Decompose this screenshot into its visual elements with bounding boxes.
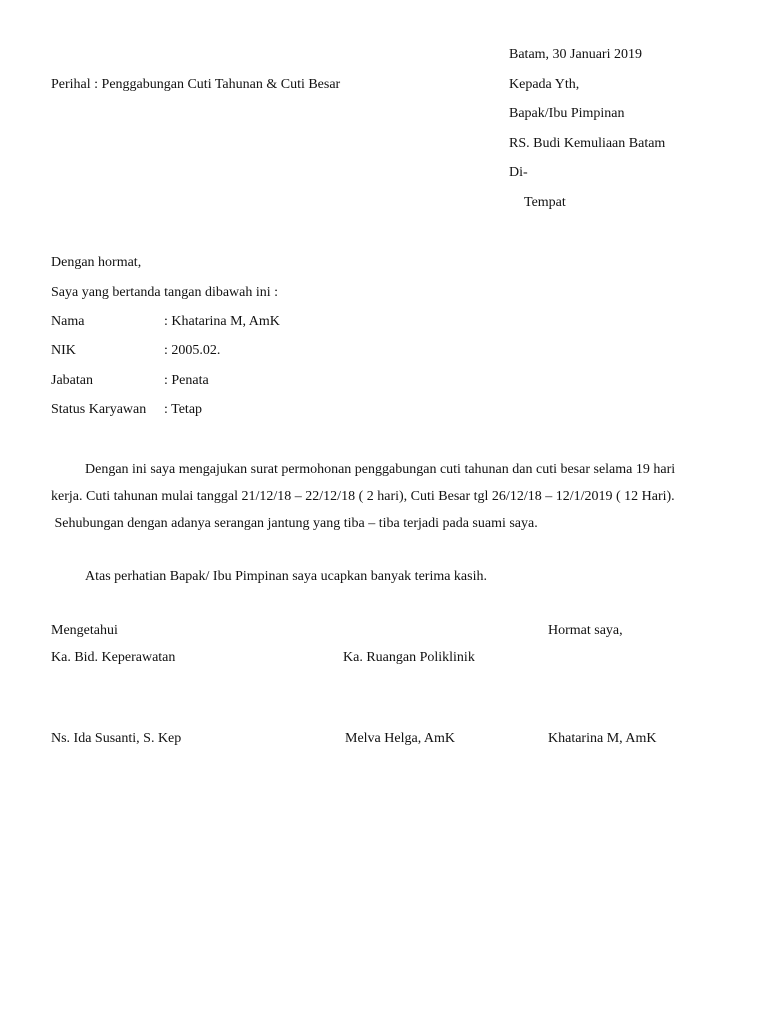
- field-row: [51, 401, 202, 419]
- respect-label: Hormat saya,: [548, 623, 623, 638]
- recipient-line: RS. Budi Kemuliaan Batam: [509, 136, 666, 151]
- field-row: [51, 372, 209, 390]
- signer-name: Ns. Ida Susanti, S. Kep: [51, 731, 182, 746]
- signer-role: Ka. Bid. Keperawatan: [51, 650, 176, 665]
- intro-text: Saya yang bertanda tangan dibawah ini :: [51, 285, 279, 300]
- signer-name: Melva Helga, AmK: [345, 731, 456, 746]
- salutation: Dengan hormat,: [51, 255, 142, 270]
- closing-paragraph: Atas perhatian Bapak/ Ibu Pimpinan saya ucapkan banyak terima kasih.: [85, 569, 487, 584]
- recipient-line: Di-: [509, 165, 528, 180]
- field-value: : Tetap: [164, 402, 203, 417]
- signer-role: Ka. Ruangan Poliklinik: [343, 650, 475, 665]
- acknowledged-label: Mengetahui: [51, 623, 118, 638]
- field-label: Jabatan: [51, 373, 93, 388]
- body-line: Dengan ini saya mengajukan surat permohonan penggabungan cuti tahunan dan cuti besar selama 19 hari: [85, 462, 676, 477]
- signer-name: Khatarina M, AmK: [548, 731, 657, 746]
- field-row: [51, 342, 220, 360]
- body-line: Sehubungan dengan adanya serangan jantung yang tiba – tiba terjadi pada suami saya.: [51, 516, 538, 531]
- field-label: NIK: [51, 343, 76, 358]
- field-value: : Penata: [164, 373, 209, 388]
- subject-line: Perihal : Penggabungan Cuti Tahunan & Cuti Besar: [51, 77, 341, 92]
- field-value: : Khatarina M, AmK: [164, 314, 280, 329]
- field-label: Nama: [51, 314, 85, 329]
- field-row: [51, 313, 280, 331]
- recipient-line: Tempat: [524, 195, 566, 210]
- field-value: : 2005.02.: [164, 343, 221, 358]
- body-line: kerja. Cuti tahunan mulai tanggal 21/12/18 – 22/12/18 ( 2 hari), Cuti Besar tgl 26/12/18 – 12/1/2019 ( 12 Hari).: [51, 489, 675, 504]
- recipient-line: Kepada Yth,: [509, 77, 580, 92]
- field-label: Status Karyawan: [51, 402, 147, 417]
- recipient-line: Bapak/Ibu Pimpinan: [509, 106, 625, 121]
- place-date: Batam, 30 Januari 2019: [509, 47, 642, 62]
